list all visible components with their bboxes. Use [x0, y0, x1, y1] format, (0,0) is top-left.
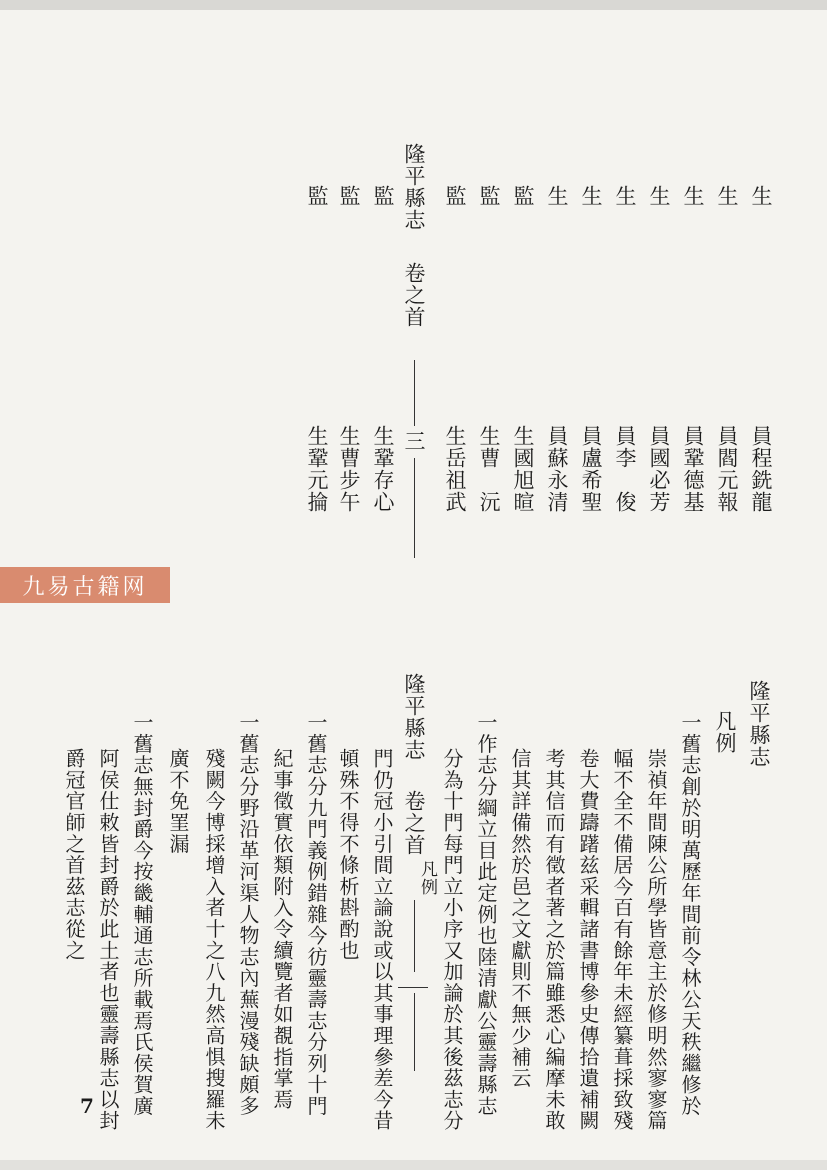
fanli-column: 幅不全不備居今百有餘年未經纂葺採致殘	[610, 748, 634, 1132]
fanli-column: 分為十門每門立小序又加論於其後茲志分	[440, 748, 464, 1132]
upper-margin-book-title: 隆平縣志	[402, 143, 426, 231]
lower-margin-rule-lower	[414, 993, 415, 1071]
fanli-column: 阿侯仕敕皆封爵於此土者也靈壽縣志以封	[96, 748, 120, 1132]
roster-role: 生	[613, 185, 637, 207]
fanli-column: 爵冠官師之首茲志從之	[62, 748, 86, 961]
scan-bottom-edge	[0, 1160, 827, 1170]
site-watermark: 九易古籍网	[0, 567, 170, 603]
roster-name: 員鞏德基	[681, 425, 705, 513]
lower-margin-leaf	[398, 987, 428, 988]
roster-name: 員盧希聖	[579, 425, 603, 513]
roster-name: 員蘇永清	[545, 425, 569, 513]
roster-name: 生鞏元掄	[305, 425, 329, 513]
roster-role: 生	[545, 185, 569, 207]
fanli-column: 考其信而有徵者著之於篇雖悉心編摩未敢	[542, 748, 566, 1132]
roster-role: 生	[715, 185, 739, 207]
fanli-column: 卷大費躊躇兹采輯諸書博參史傳拾遺補闕	[576, 748, 600, 1132]
fanli-column: 崇禎年間陳公所學皆意主於修明然寥寥篇	[644, 748, 668, 1132]
scan-top-edge	[0, 0, 827, 10]
roster-name: 生國旭暄	[511, 425, 535, 513]
lower-margin-section: 凡例	[417, 860, 437, 896]
lower-margin-book-title: 隆平縣志	[402, 673, 426, 761]
roster-role: 生	[749, 185, 773, 207]
roster-role: 監	[443, 185, 467, 207]
roster-role: 生	[681, 185, 705, 207]
fanli-column: 一作志分綱立目此定例也陸清獻公靈壽縣志	[474, 712, 498, 1117]
roster-name: 生岳祖武	[443, 425, 467, 513]
roster-role: 生	[647, 185, 671, 207]
fanli-column: 一舊志分野沿革河渠人物志內蕪漫殘缺頗多	[236, 712, 260, 1117]
fanli-column: 一舊志創於明萬歷年間前令林公天秩繼修於	[678, 712, 702, 1117]
roster-name: 生鞏存心	[371, 425, 395, 513]
lower-section-heading: 凡例	[713, 710, 737, 754]
roster-role: 監	[337, 185, 361, 207]
upper-margin-volume: 卷之首	[402, 262, 426, 328]
fanli-column: 一舊志分九門義例錯雜今彷靈壽志分列十門	[304, 712, 328, 1117]
roster-role: 監	[477, 185, 501, 207]
roster-name: 員國必芳	[647, 425, 671, 513]
roster-role: 監	[305, 185, 329, 207]
roster-role: 監	[511, 185, 535, 207]
roster-name: 生曹 沅	[477, 425, 501, 513]
page-number: 7	[80, 1094, 94, 1118]
roster-name: 員李 俊	[613, 425, 637, 513]
fanli-column: 一舊志無封爵今按畿輔通志所載焉氏侯賀廣	[130, 712, 154, 1117]
roster-name: 員程銑龍	[749, 425, 773, 513]
roster-name: 員閻元報	[715, 425, 739, 513]
fanli-column: 門仍冠小引間立論說或以其事理參差今昔	[370, 748, 394, 1132]
upper-margin-leaf: 三	[402, 430, 426, 452]
lower-margin-rule	[414, 900, 415, 972]
upper-margin-rule	[414, 360, 415, 426]
lower-margin-volume: 卷之首	[402, 790, 426, 856]
fanli-column: 信其詳備然於邑之文獻則不無少補云	[508, 748, 532, 1089]
roster-name: 生曹步午	[337, 425, 361, 513]
fanli-column: 殘闕今博採增入者十之八九然高惧搜羅未	[202, 748, 226, 1132]
fanli-column: 頓殊不得不條析斟酌也	[336, 748, 360, 961]
lower-title: 隆平縣志	[747, 680, 771, 768]
roster-role: 監	[371, 185, 395, 207]
fanli-column: 廣不免罣漏	[166, 748, 190, 855]
upper-margin-rule-lower	[414, 458, 415, 558]
fanli-column: 紀事徵實依類附入令續覽者如覩指掌焉	[270, 748, 294, 1111]
roster-role: 生	[579, 185, 603, 207]
